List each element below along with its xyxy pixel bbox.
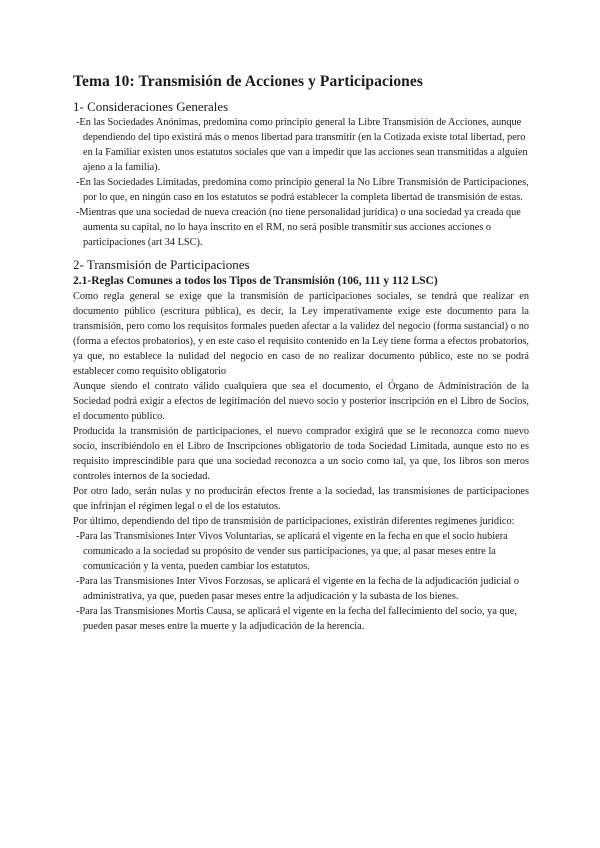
- section-2-bullet: -Para las Transmisiones Inter Vivos Forzosas, se aplicará el vigente en la fecha de la adjudicación judicial o administrativa, ya que, pueden pasar meses entre la adjudicación y la subasta de los bienes.: [76, 576, 519, 602]
- section-2-paragraph: Aunque siendo el contrato válido cualquiera que sea el documento, el Órgano de Administración de la Sociedad podrá exigir a efectos de legitimación del nuevo socio y posterior inscripción en el Libro de Socios, el documento público.: [73, 381, 529, 422]
- section-2-bullet: -Para las Transmisiones Inter Vivos Voluntarias, se aplicará el vigente en la fecha en que el socio hubiera comunicado a la sociedad su propósito de vender sus participaciones, ya que, al pasar meses entre la comunicación y la venta, pueden cambiar los estatutos.: [76, 531, 508, 572]
- section-1-bullet: -Mientras que una sociedad de nueva creación (no tiene personalidad jurídica) o una sociedad ya creada que aumenta su capital, no lo haya inscrito en el RM, no será posible transmitir sus acciones acciones o participaciones (art 34 LSC).: [76, 207, 521, 248]
- section-2-paragraph: Como regla general se exige que la transmisión de participaciones sociales, se tendrá que realizar en documento público (escritura pública), es decir, la Ley imperativamente exige este documento para la transmisión, pero como los requisitos formales pueden afectar a la validez del negocio (forma sustancial) o no (forma a efectos probatorios), y en este caso el requisito contenido en la Ley tiene forma a efectos probatorios, ya que, no establece la nulidad del negocio en caso de no realizar documento público, este no se podrá establecer como requisito obligatorio: [73, 291, 529, 377]
- section-2-paragraph: Producida la transmisión de participaciones, el nuevo comprador exigirá que se le reconozca como nuevo socio, inscribiéndolo en el Libro de Inscripciones obligatorio de toda Sociedad Limitada, aunque esto no es requisito imprescindible para que una sociedad reconozca a un socio como tal, ya que, los libros son meros controles internos de la sociedad.: [73, 426, 529, 482]
- document-title: Tema 10: Transmisión de Acciones y Participaciones: [73, 73, 424, 90]
- section-2-heading: 2- Transmisión de Participaciones: [73, 257, 250, 272]
- section-1-heading: 1- Consideraciones Generales: [73, 99, 229, 114]
- section-1-bullet: -En las Sociedades Limitadas, predomina como principio general la No Libre Transmisión de Participaciones, por lo que, en ningún caso en los estatutos se podrá establecer la completa libertad de transmisión de estas.: [76, 177, 529, 203]
- section-2-1-subheading: 2.1-Reglas Comunes a todos los Tipos de Transmisión (106, 111 y 112 LSC): [73, 275, 438, 287]
- section-1-bullet: -En las Sociedades Anónimas, predomina como principio general la Libre Transmisión de Acciones, aunque dependiendo del tipo existirá más o menos libertad para transmitir (en la Cotizada existe total libertad, pero en la Familiar existen unos estatutos sociales que van a impedir que las acciones sean transmitidas a alguien ajeno a la familia).: [76, 117, 528, 173]
- section-2-bullet: -Para las Transmisiones Mortis Causa, se aplicará el vigente en la fecha del fallecimiento del socio, ya que, pueden pasar meses entre la muerte y la adjudicación de la herencia.: [76, 606, 517, 632]
- document-page: [73, 72, 529, 634]
- section-2-paragraph: Por último, dependiendo del tipo de transmisión de participaciones, existirán diferentes regímenes jurídico:: [73, 516, 515, 527]
- section-2-paragraph: Por otro lado, serán nulas y no producirán efectos frente a la sociedad, las transmisiones de participaciones que infrinjan el régimen legal o el de los estatutos.: [73, 486, 529, 512]
